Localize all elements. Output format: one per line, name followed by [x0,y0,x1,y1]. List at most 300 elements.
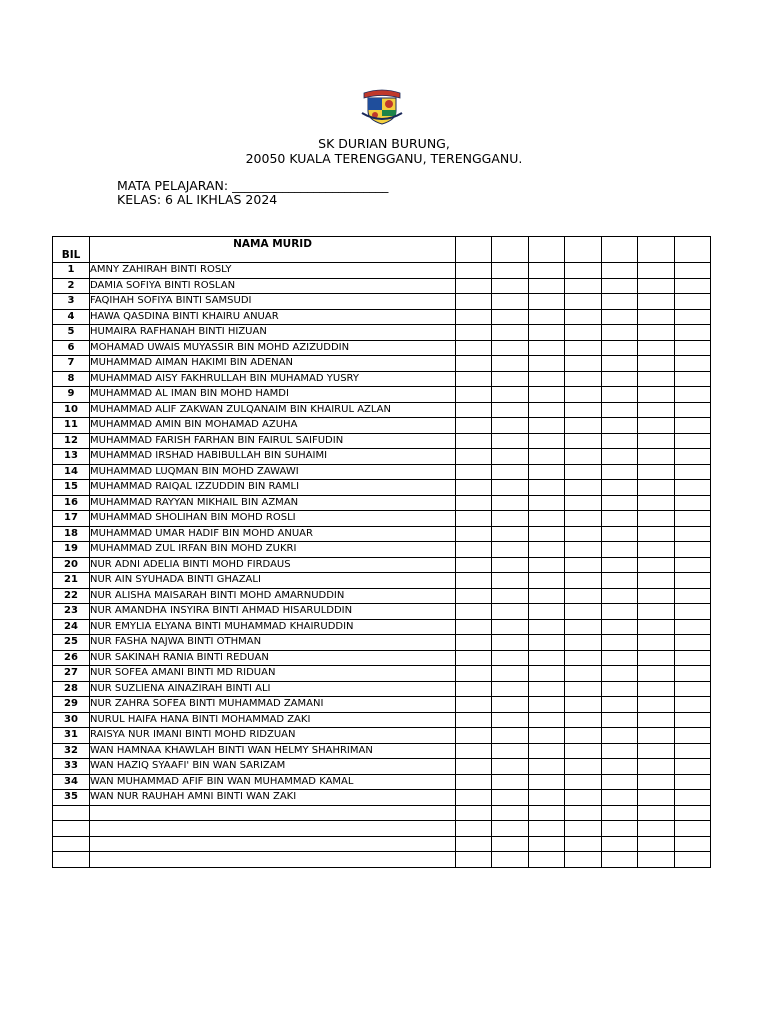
student-name: MUHAMMAD FARISH FARHAN BIN FAIRUL SAIFUDIN [90,433,456,449]
row-number: 21 [53,573,90,589]
table-row [53,480,711,496]
student-name: AMNY ZAHIRAH BINTI ROSLY [90,263,456,279]
table-row [53,433,711,449]
attendance-cell [529,371,565,387]
row-number: 3 [53,294,90,310]
attendance-cell [675,635,711,651]
student-name [90,805,456,821]
attendance-cell [456,805,492,821]
table-row [53,542,711,558]
row-number: 18 [53,526,90,542]
attendance-cell [638,371,675,387]
table-row [53,340,711,356]
attendance-cell [529,666,565,682]
attendance-cell [675,805,711,821]
attendance-cell [638,340,675,356]
attendance-cell [456,309,492,325]
student-name: DAMIA SOFIYA BINTI ROSLAN [90,278,456,294]
attendance-cell [602,604,638,620]
attendance-cell [492,557,529,573]
attendance-cell [638,557,675,573]
attendance-cell [675,526,711,542]
attendance-cell [565,495,602,511]
attendance-cell [675,697,711,713]
attendance-cell [602,759,638,775]
attendance-cell [456,418,492,434]
table-row [53,852,711,868]
row-number: 30 [53,712,90,728]
attendance-cell [602,666,638,682]
attendance-cell [565,588,602,604]
attendance-cell [456,573,492,589]
attendance-cell [456,371,492,387]
attendance-cell [675,495,711,511]
student-name: MUHAMMAD UMAR HADIF BIN MOHD ANUAR [90,526,456,542]
attendance-cell [492,294,529,310]
blank-column-header [602,237,638,263]
student-name: NURUL HAIFA HANA BINTI MOHAMMAD ZAKI [90,712,456,728]
attendance-cell [492,387,529,403]
attendance-cell [602,340,638,356]
table-row [53,836,711,852]
attendance-cell [529,852,565,868]
attendance-cell [565,836,602,852]
table-row [53,356,711,372]
attendance-cell [638,697,675,713]
attendance-cell [529,774,565,790]
attendance-cell [492,852,529,868]
student-name: MUHAMMAD RAYYAN MIKHAIL BIN AZMAN [90,495,456,511]
attendance-cell [602,418,638,434]
attendance-cell [638,743,675,759]
attendance-cell [529,356,565,372]
attendance-cell [565,294,602,310]
row-number: 2 [53,278,90,294]
student-name: NUR EMYLIA ELYANA BINTI MUHAMMAD KHAIRUDDIN [90,619,456,635]
attendance-cell [456,836,492,852]
attendance-cell [638,635,675,651]
row-number [53,852,90,868]
table-row [53,650,711,666]
attendance-cell [492,712,529,728]
attendance-cell [529,759,565,775]
attendance-cell [529,387,565,403]
attendance-cell [675,542,711,558]
attendance-cell [565,619,602,635]
attendance-cell [602,619,638,635]
attendance-cell [456,588,492,604]
attendance-cell [565,728,602,744]
attendance-cell [492,371,529,387]
attendance-cell [529,604,565,620]
attendance-cell [565,743,602,759]
student-name: MUHAMMAD AMIN BIN MOHAMAD AZUHA [90,418,456,434]
student-name [90,821,456,837]
attendance-cell [638,449,675,465]
table-row [53,511,711,527]
attendance-cell [602,557,638,573]
attendance-cell [675,836,711,852]
attendance-cell [529,650,565,666]
student-name: WAN MUHAMMAD AFIF BIN WAN MUHAMMAD KAMAL [90,774,456,790]
attendance-cell [602,325,638,341]
attendance-cell [492,805,529,821]
row-number [53,821,90,837]
attendance-cell [529,743,565,759]
attendance-cell [529,263,565,279]
attendance-cell [638,604,675,620]
student-name: MUHAMMAD RAIQAL IZZUDDIN BIN RAMLI [90,480,456,496]
table-row [53,759,711,775]
student-name: NUR SAKINAH RANIA BINTI REDUAN [90,650,456,666]
attendance-cell [602,650,638,666]
table-row [53,278,711,294]
attendance-cell [565,418,602,434]
attendance-cell [492,418,529,434]
student-name: HAWA QASDINA BINTI KHAIRU ANUAR [90,309,456,325]
student-name: MUHAMMAD SHOLIHAN BIN MOHD ROSLI [90,511,456,527]
attendance-cell [602,387,638,403]
attendance-cell [675,480,711,496]
row-number: 10 [53,402,90,418]
attendance-cell [492,588,529,604]
attendance-cell [492,542,529,558]
attendance-cell [675,557,711,573]
table-row [53,325,711,341]
attendance-cell [602,294,638,310]
attendance-cell [602,681,638,697]
student-name: NUR ADNI ADELIA BINTI MOHD FIRDAUS [90,557,456,573]
student-name: MUHAMMAD AISY FAKHRULLAH BIN MUHAMAD YUSRY [90,371,456,387]
attendance-cell [602,402,638,418]
attendance-cell [675,263,711,279]
attendance-cell [638,325,675,341]
attendance-cell [456,464,492,480]
attendance-cell [675,712,711,728]
row-number [53,836,90,852]
student-name: MUHAMMAD ALIF ZAKWAN ZULQANAIM BIN KHAIRUL AZLAN [90,402,456,418]
row-number: 26 [53,650,90,666]
attendance-cell [529,511,565,527]
attendance-cell [492,356,529,372]
attendance-cell [638,790,675,806]
row-number: 29 [53,697,90,713]
row-number: 17 [53,511,90,527]
row-number: 20 [53,557,90,573]
attendance-cell [602,743,638,759]
table-row [53,681,711,697]
student-name: NUR ZAHRA SOFEA BINTI MUHAMMAD ZAMANI [90,697,456,713]
attendance-cell [675,464,711,480]
attendance-cell [638,294,675,310]
attendance-cell [638,836,675,852]
attendance-cell [638,650,675,666]
row-number: 32 [53,743,90,759]
attendance-cell [456,852,492,868]
attendance-cell [492,340,529,356]
row-number [53,805,90,821]
attendance-cell [529,821,565,837]
attendance-cell [492,449,529,465]
student-name: MUHAMMAD LUQMAN BIN MOHD ZAWAWI [90,464,456,480]
blank-column-header [675,237,711,263]
table-row [53,526,711,542]
row-number: 25 [53,635,90,651]
attendance-cell [602,356,638,372]
attendance-cell [565,526,602,542]
attendance-cell [638,511,675,527]
attendance-cell [529,433,565,449]
table-row [53,557,711,573]
attendance-cell [456,387,492,403]
attendance-cell [492,526,529,542]
table-row [53,774,711,790]
row-number: 15 [53,480,90,496]
attendance-cell [529,309,565,325]
attendance-cell [492,619,529,635]
row-number: 11 [53,418,90,434]
student-name: MOHAMAD UWAIS MUYASSIR BIN MOHD AZIZUDDIN [90,340,456,356]
attendance-cell [492,263,529,279]
blank-column-header [638,237,675,263]
row-number: 34 [53,774,90,790]
attendance-cell [675,666,711,682]
attendance-cell [456,821,492,837]
row-number: 4 [53,309,90,325]
attendance-cell [675,449,711,465]
table-row [53,790,711,806]
row-number: 33 [53,759,90,775]
attendance-cell [565,774,602,790]
attendance-cell [456,325,492,341]
attendance-cell [456,635,492,651]
student-name: NUR SUZLIENA AINAZIRAH BINTI ALI [90,681,456,697]
student-name: NUR ALISHA MAISARAH BINTI MOHD AMARNUDDIN [90,588,456,604]
row-number: 24 [53,619,90,635]
attendance-cell [456,650,492,666]
attendance-cell [638,573,675,589]
attendance-cell [565,309,602,325]
attendance-cell [565,356,602,372]
table-row [53,418,711,434]
attendance-cell [638,464,675,480]
table-row [53,728,711,744]
attendance-cell [602,805,638,821]
attendance-cell [602,526,638,542]
attendance-cell [492,635,529,651]
attendance-cell [492,278,529,294]
attendance-cell [638,387,675,403]
row-number: 16 [53,495,90,511]
attendance-cell [638,433,675,449]
attendance-cell [602,852,638,868]
attendance-cell [602,728,638,744]
attendance-cell [565,635,602,651]
attendance-cell [529,464,565,480]
attendance-cell [492,573,529,589]
student-name: MUHAMMAD ZUL IRFAN BIN MOHD ZUKRI [90,542,456,558]
attendance-cell [529,697,565,713]
attendance-cell [529,728,565,744]
attendance-cell [675,371,711,387]
attendance-cell [565,604,602,620]
attendance-cell [529,790,565,806]
attendance-cell [602,449,638,465]
attendance-cell [675,278,711,294]
attendance-cell [675,790,711,806]
attendance-cell [675,356,711,372]
attendance-cell [456,557,492,573]
row-number: 8 [53,371,90,387]
student-name: MUHAMMAD IRSHAD HABIBULLAH BIN SUHAIMI [90,449,456,465]
attendance-cell [456,790,492,806]
attendance-cell [492,743,529,759]
attendance-cell [638,480,675,496]
table-row [53,588,711,604]
attendance-cell [638,418,675,434]
attendance-cell [675,743,711,759]
table-row [53,743,711,759]
attendance-cell [675,774,711,790]
attendance-cell [638,278,675,294]
table-row [53,263,711,279]
attendance-cell [492,604,529,620]
attendance-cell [529,557,565,573]
attendance-cell [456,433,492,449]
class-line: KELAS: 6 AL IKHLAS 2024 [117,192,278,207]
student-name: NUR AIN SYUHADA BINTI GHAZALI [90,573,456,589]
attendance-cell [565,511,602,527]
attendance-cell [492,464,529,480]
attendance-cell [565,542,602,558]
attendance-cell [456,356,492,372]
table-row [53,805,711,821]
row-number: 19 [53,542,90,558]
attendance-cell [529,805,565,821]
attendance-cell [492,774,529,790]
attendance-cell [456,697,492,713]
attendance-cell [565,387,602,403]
attendance-cell [638,526,675,542]
attendance-cell [675,759,711,775]
school-crest-logo [358,87,406,125]
attendance-cell [492,790,529,806]
attendance-cell [638,542,675,558]
attendance-cell [492,650,529,666]
attendance-cell [638,681,675,697]
table-row [53,604,711,620]
attendance-cell [492,309,529,325]
attendance-cell [602,278,638,294]
attendance-cell [529,278,565,294]
attendance-cell [638,666,675,682]
attendance-cell [602,309,638,325]
attendance-cell [675,340,711,356]
attendance-cell [529,588,565,604]
attendance-cell [602,774,638,790]
column-header-nama-murid: NAMA MURID [90,237,456,263]
attendance-cell [565,340,602,356]
attendance-cell [602,712,638,728]
table-row [53,635,711,651]
row-number: 27 [53,666,90,682]
attendance-cell [675,728,711,744]
attendance-cell [565,852,602,868]
attendance-cell [529,573,565,589]
attendance-cell [675,852,711,868]
school-name: SK DURIAN BURUNG, [318,136,450,151]
attendance-cell [602,433,638,449]
table-row [53,712,711,728]
attendance-cell [638,356,675,372]
subject-line: MATA PELAJARAN: _________________________ [117,178,389,193]
attendance-cell [529,542,565,558]
attendance-cell [529,495,565,511]
attendance-cell [675,604,711,620]
attendance-cell [602,542,638,558]
table-row [53,402,711,418]
attendance-cell [675,433,711,449]
attendance-cell [638,774,675,790]
attendance-table [52,236,711,868]
attendance-cell [602,480,638,496]
attendance-cell [565,759,602,775]
attendance-cell [565,263,602,279]
attendance-cell [675,402,711,418]
attendance-cell [565,697,602,713]
attendance-cell [529,340,565,356]
attendance-cell [456,728,492,744]
row-number: 5 [53,325,90,341]
attendance-cell [675,681,711,697]
attendance-cell [529,619,565,635]
attendance-cell [529,480,565,496]
table-row [53,449,711,465]
attendance-cell [675,294,711,310]
attendance-cell [565,821,602,837]
attendance-cell [565,371,602,387]
row-number: 23 [53,604,90,620]
attendance-cell [456,712,492,728]
attendance-cell [492,821,529,837]
attendance-cell [456,480,492,496]
school-address: 20050 KUALA TERENGGANU, TERENGGANU. [245,151,523,166]
attendance-cell [456,526,492,542]
row-number: 1 [53,263,90,279]
attendance-cell [565,480,602,496]
attendance-cell [565,790,602,806]
attendance-cell [529,681,565,697]
attendance-cell [638,821,675,837]
student-name: WAN HAZIQ SYAAFI' BIN WAN SARIZAM [90,759,456,775]
attendance-cell [492,759,529,775]
attendance-cell [492,433,529,449]
attendance-cell [492,511,529,527]
attendance-cell [638,495,675,511]
blank-column-header [565,237,602,263]
attendance-cell [456,511,492,527]
table-row [53,371,711,387]
row-number: 7 [53,356,90,372]
attendance-cell [565,650,602,666]
table-row [53,309,711,325]
attendance-cell [456,294,492,310]
attendance-cell [492,728,529,744]
attendance-cell [492,697,529,713]
attendance-cell [529,836,565,852]
attendance-cell [456,759,492,775]
attendance-cell [529,294,565,310]
